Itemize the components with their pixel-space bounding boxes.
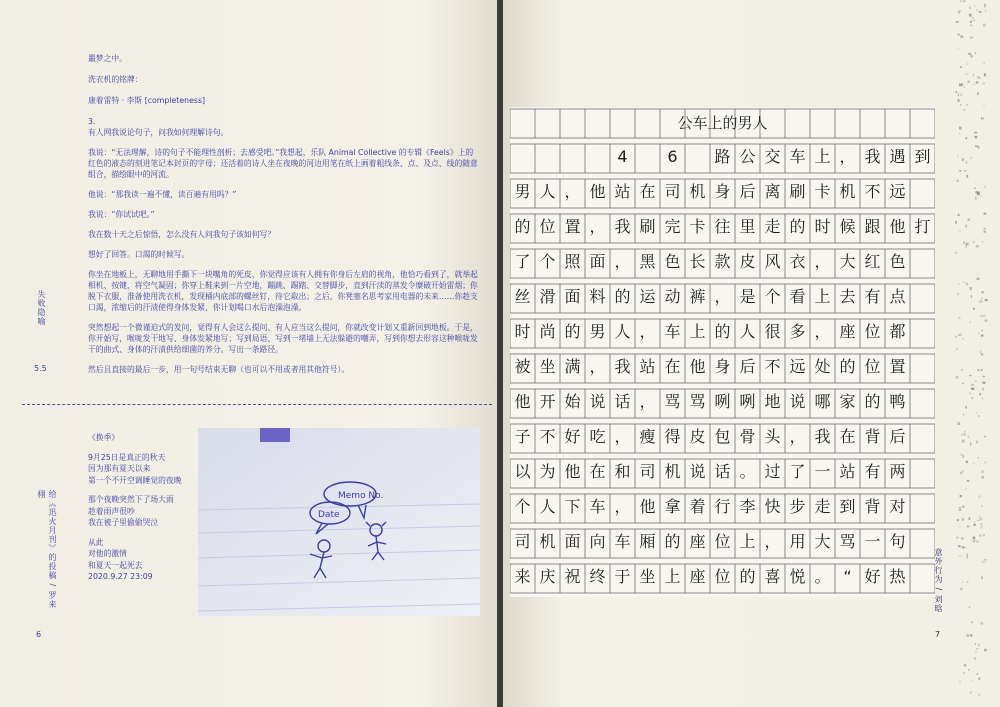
- paragraph: 他说：“那我读一遍不懂，读百遍有用吗？”: [88, 190, 237, 199]
- essay-line: 4 6 路 公 交 车 上 ， 我 遇 到: [617, 147, 931, 166]
- poem-line: 9月25日是真正的秋天: [88, 452, 166, 462]
- section-label-top: 失败隐喻: [37, 290, 46, 326]
- poem-line: 因为那有夏天以来: [88, 464, 151, 473]
- paragraph: 我说：“无法理解，诗的句子不能理性剖析；去感受吧。”我想起，乐队 Animal Collective 的专辑《Feels》上的红色的液态的刻进笔记本封页的字母；还活着的诗人坐在夜晚的河边用笔在纸上画着粗线条、点、及点、线的随意组合，描绘眼中的河流。: [88, 148, 478, 179]
- poem-title: 《换季》: [88, 433, 120, 442]
- poem-date: 2020.9.27 23:09: [88, 572, 153, 581]
- page-number-left: 6: [36, 630, 42, 639]
- bubble-memo-text: Memo No.: [338, 491, 384, 501]
- page-number-right: 7: [935, 630, 941, 639]
- poem-line: 那个夜晚突然下了场大雨: [88, 495, 174, 504]
- poem-line: 和夏天一起死去: [88, 560, 143, 570]
- poem-line: 趁着雨声很吵: [88, 506, 135, 516]
- essay-line: 个 人 下 车 ， 他 拿 着 行 李 快 步 走 到 背 对: [514, 497, 906, 516]
- essay-line: 丝 滑 面 料 的 运 动 裤 ， 是 个 看 上 去 有 点: [514, 287, 906, 306]
- section-label-bottom: 给《迅火月刊》的投稿 / 罗来栩: [37, 490, 57, 609]
- essay-line: 了 个 照 面 ， 黑 色 长 款 皮 风 衣 ， 大 红 色: [514, 252, 906, 271]
- handwritten-manuscript-sheet: [510, 107, 935, 597]
- left-page: [0, 0, 497, 707]
- paragraph: 突然想起一个微谨迫式的发问，觉得有人会这么提问、有人应当这么提问，你就改变计划又重新回到地板。于是，你开始写，喉咙发干地写、身体发紧地写；写到局语、写到一堵墙上无法躲避的嘲弄，写到你想去形容这种喉咙发干的曲式、身体的汗渍供给细菌的养分。写出一条路径。: [88, 323, 478, 354]
- paragraph: 想好了回答。口渴的时候写。: [88, 250, 190, 259]
- paragraph: 然后且直接的最后一步，用一句号结束无聊（也可以不用或者用其他符号）。: [88, 365, 350, 374]
- essay-line: 他 开 始 说 话 ， 骂 骂 咧 咧 地 说 哪 家 的 鸭: [514, 392, 906, 411]
- poem-line: 第一个不开空调睡觉的夜晚: [88, 475, 182, 485]
- essay-title: 公车上的男人: [677, 114, 768, 132]
- bubble-date-text: Date: [318, 510, 340, 520]
- paragraph: 3.: [88, 117, 96, 126]
- paragraph: 噩梦之中。: [88, 54, 127, 63]
- paragraph: 你坐在地板上，无聊地用手撕下一块嘴角的死皮，你觉得应该有人拥有你身后左肩的视角，他恰巧看到了，就举起相机、按键，将空气凝固；你穿上鞋来到一片空地，蹦跳、踢踏、交替脚步，直到汗渎的蒸发令糜破开始雷烟；你脱下衣服，准备使用洗衣机，发现桶内底部的螺丝钉，待它取出；之后，你凳塞名思考家用电器的未来……你趁支口渴，浓缩后的汗渍使得身体发紧，你计划喝口水后泡澡泡澡。: [88, 270, 478, 312]
- paragraph: 我说：“你试试吧。”: [88, 210, 155, 219]
- paragraph: 康着雷特 · 李斯 [completeness]: [88, 96, 206, 105]
- essay-line: 被 坐 满 ， 我 站 在 他 身 后 不 远 处 的 位 置: [514, 357, 906, 376]
- notebook-photo-art: [198, 428, 480, 616]
- essay-line: 时 尚 的 男 人 ， 车 上 的 人 很 多 ， 座 位 都: [514, 322, 906, 341]
- poem: [88, 432, 198, 583]
- right-page: [503, 0, 1000, 707]
- essay-line: 以 为 他 在 和 司 机 说 话 。 过 了 一 站 有 两: [514, 462, 906, 481]
- essay-line: 男 人 ， 他 站 在 司 机 身 后 离 刷 卡 机 不 远: [514, 182, 906, 201]
- side-caption-right: 意外行为 / 刘晗: [934, 548, 943, 613]
- section-number: 5.5: [34, 364, 47, 373]
- paragraph: 我在数十天之后惊悟，怎么没有人问我句子该如何写？: [88, 230, 276, 239]
- essay-line: 司 机 面 向 车 厢 的 座 位 上 ， 用 大 骂 一 句: [514, 532, 906, 551]
- essay-line: 的 位 置 ， 我 刷 完 卡 往 里 走 的 时 候 跟 他 打: [514, 217, 931, 236]
- section-divider: [22, 404, 492, 405]
- paragraph: 洗衣机的铭牌：: [88, 75, 143, 84]
- poem-line: 对他的激情: [88, 549, 127, 558]
- notebook-photo: [198, 428, 480, 616]
- scan-noise-strip: [955, 0, 995, 707]
- essay-line: 子 不 好 吃 ， 瘦 得 皮 包 骨 头 ， 我 在 背 后: [514, 427, 906, 446]
- paragraph: 有人网我说论句子，问我如何理解诗句。: [88, 128, 229, 137]
- left-body-text: [88, 53, 478, 384]
- essay-line: 来 庆 祝 终 于 坐 上 座 位 的 喜 悦 。 “ 好 热: [514, 567, 906, 586]
- poem-line: 我在被子里偷偷哭泣: [88, 518, 159, 527]
- poem-line: 从此: [88, 537, 104, 547]
